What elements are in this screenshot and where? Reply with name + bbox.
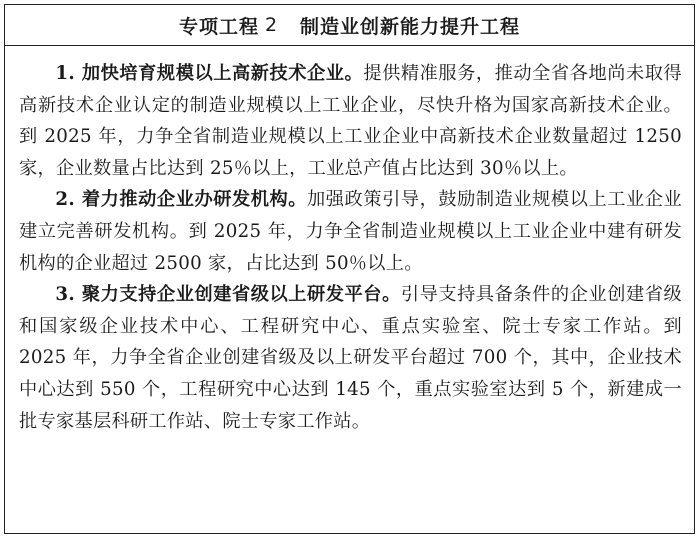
title-name: 制造业创新能力提升工程 xyxy=(300,15,521,38)
paragraph-2-lead: 2. 着力推动企业办研发机构。 xyxy=(55,189,308,211)
title-number: 2 xyxy=(264,14,279,36)
special-project-box xyxy=(4,4,695,534)
paragraph-1 xyxy=(19,58,682,184)
paragraph-2 xyxy=(19,184,682,279)
paragraph-1-lead: 1. 加快培育规模以上高新技术企业。 xyxy=(55,63,364,84)
paragraph-3-lead: 3. 聚力支持企业创建省级以上研发平台。 xyxy=(55,284,401,306)
title-prefix: 专项工程 xyxy=(178,15,259,38)
paragraph-3 xyxy=(19,279,682,437)
paragraph-2-text: 加强政策引导，鼓励制造业规模以上工业企业建立完善研发机构。到 2025 年，力争全省制造业规模以上工业企业中建有研发机构的企业超过 2500 家，占比达到 50％以上。 xyxy=(19,189,682,274)
paragraph-3-text: 引导支持具备条件的企业创建省级和国家级企业技术中心、工程研究中心、重点实验室、院士专家工作站。到 2025 年，力争全省企业创建省级及以上研发平台超过 700 个，其中，企业技术中心达到 550 个，工程研究中心达到 145 个，重点实验室达到 5 个，新建成一批专家基层科研工作站、院士专家工作站。 xyxy=(19,284,682,432)
box-title xyxy=(5,5,694,46)
box-body xyxy=(5,46,694,437)
paragraph-1-text: 提供精准服务，推动全省各地尚未取得高新技术企业认定的制造业规模以上工业企业，尽快升格为国家高新技术企业。到 2025 年，力争全省制造业规模以上工业企业中高新技术企业数量超过 1250 家，企业数量占比达到 25％以上，工业总产值占比达到 30％以上。 xyxy=(19,63,682,179)
